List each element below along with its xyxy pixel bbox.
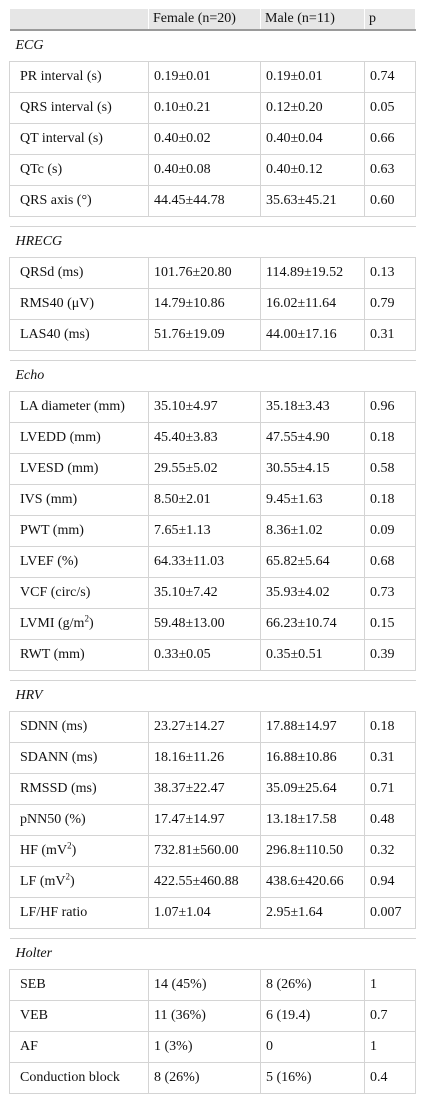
row-label: RMSSD (ms)	[10, 774, 149, 805]
p-value: 0.48	[365, 805, 416, 836]
female-value: 23.27±14.27	[149, 712, 261, 743]
female-value: 35.10±7.42	[149, 578, 261, 609]
table-row	[10, 743, 416, 774]
female-value: 11 (36%)	[149, 1001, 261, 1032]
female-value: 1 (3%)	[149, 1032, 261, 1063]
row-label: SDNN (ms)	[10, 712, 149, 743]
row-label: QRS axis (°)	[10, 186, 149, 217]
section-header-row	[10, 227, 416, 258]
male-value: 6 (19.4)	[261, 1001, 365, 1032]
male-value: 438.6±420.66	[261, 867, 365, 898]
male-value: 114.89±19.52	[261, 258, 365, 289]
row-label: LF $(mV^2)$	[10, 867, 149, 898]
row-label: RMS40 (μV)	[10, 289, 149, 320]
section-header-row	[10, 361, 416, 392]
female-value: 44.45±44.78	[149, 186, 261, 217]
table-row	[10, 124, 416, 155]
p-value: 0.66	[365, 124, 416, 155]
row-label: SDANN (ms)	[10, 743, 149, 774]
table-row	[10, 805, 416, 836]
p-value: 1	[365, 1032, 416, 1063]
header-row	[10, 9, 416, 30]
female-value: 14.79±10.86	[149, 289, 261, 320]
p-value: 0.94	[365, 867, 416, 898]
p-value: 0.73	[365, 578, 416, 609]
female-value: 7.65±1.13	[149, 516, 261, 547]
p-value: 0.007	[365, 898, 416, 929]
p-value: 0.18	[365, 712, 416, 743]
row-label: LVEF (%)	[10, 547, 149, 578]
p-value: 0.09	[365, 516, 416, 547]
female-value: 8 (26%)	[149, 1063, 261, 1094]
p-value: 0.60	[365, 186, 416, 217]
table-row	[10, 516, 416, 547]
row-label: LVMI $(g/m^2)$	[10, 609, 149, 640]
table-row	[10, 774, 416, 805]
male-value: 47.55±4.90	[261, 423, 365, 454]
female-value: 35.10±4.97	[149, 392, 261, 423]
male-value: 0.12±0.20	[261, 93, 365, 124]
table-row	[10, 640, 416, 671]
row-label: LVESD (mm)	[10, 454, 149, 485]
female-value: 101.76±20.80	[149, 258, 261, 289]
row-label: IVS (mm)	[10, 485, 149, 516]
female-value: 0.40±0.02	[149, 124, 261, 155]
table-row	[10, 1001, 416, 1032]
p-value: 0.68	[365, 547, 416, 578]
row-label: pNN50 (%)	[10, 805, 149, 836]
male-value: 0.40±0.04	[261, 124, 365, 155]
section-title: HRV	[10, 681, 416, 712]
row-label: QTc (s)	[10, 155, 149, 186]
data-table-container	[9, 9, 415, 1094]
male-value: 17.88±14.97	[261, 712, 365, 743]
spacer-cell	[10, 351, 416, 361]
male-value: 65.82±5.64	[261, 547, 365, 578]
section-header-row	[10, 681, 416, 712]
female-value: 38.37±22.47	[149, 774, 261, 805]
p-value: 1	[365, 970, 416, 1001]
table-row	[10, 320, 416, 351]
male-value: 0.35±0.51	[261, 640, 365, 671]
section-spacer	[10, 929, 416, 939]
table-row	[10, 609, 416, 640]
table-row	[10, 578, 416, 609]
table-row	[10, 392, 416, 423]
p-value: 0.96	[365, 392, 416, 423]
female-value: 51.76±19.09	[149, 320, 261, 351]
p-value: 0.74	[365, 62, 416, 93]
p-value: 0.31	[365, 320, 416, 351]
section-spacer	[10, 671, 416, 681]
row-label: QT interval (s)	[10, 124, 149, 155]
row-label: VCF (circ/s)	[10, 578, 149, 609]
row-label: Conduction block	[10, 1063, 149, 1094]
row-label: LF/HF ratio	[10, 898, 149, 929]
row-label: QRSd (ms)	[10, 258, 149, 289]
section-title: HRECG	[10, 227, 416, 258]
p-value: 0.15	[365, 609, 416, 640]
table-body	[10, 30, 416, 1094]
male-value: 66.23±10.74	[261, 609, 365, 640]
table-row	[10, 186, 416, 217]
female-value: 29.55±5.02	[149, 454, 261, 485]
section-title: ECG	[10, 30, 416, 62]
row-label: LAS40 (ms)	[10, 320, 149, 351]
male-value: 13.18±17.58	[261, 805, 365, 836]
table-row	[10, 93, 416, 124]
male-value: 35.63±45.21	[261, 186, 365, 217]
p-value: 0.05	[365, 93, 416, 124]
table-row	[10, 289, 416, 320]
table-row	[10, 258, 416, 289]
male-value: 16.02±11.64	[261, 289, 365, 320]
p-value: 0.71	[365, 774, 416, 805]
male-value: 0	[261, 1032, 365, 1063]
male-value: 9.45±1.63	[261, 485, 365, 516]
table-row	[10, 485, 416, 516]
row-label: RWT (mm)	[10, 640, 149, 671]
male-value: 296.8±110.50	[261, 836, 365, 867]
female-value: 14 (45%)	[149, 970, 261, 1001]
p-value: 0.13	[365, 258, 416, 289]
p-value: 0.31	[365, 743, 416, 774]
section-spacer	[10, 351, 416, 361]
p-value: 0.18	[365, 485, 416, 516]
p-value: 0.32	[365, 836, 416, 867]
p-value: 0.7	[365, 1001, 416, 1032]
table-row	[10, 454, 416, 485]
row-label: LA diameter (mm)	[10, 392, 149, 423]
male-value: 8.36±1.02	[261, 516, 365, 547]
row-label: VEB	[10, 1001, 149, 1032]
table-row	[10, 1063, 416, 1094]
female-value: 0.10±0.21	[149, 93, 261, 124]
male-value: 35.18±3.43	[261, 392, 365, 423]
male-value: 2.95±1.64	[261, 898, 365, 929]
section-spacer	[10, 217, 416, 227]
section-title: Holter	[10, 939, 416, 970]
row-label: SEB	[10, 970, 149, 1001]
female-value: 732.81±560.00	[149, 836, 261, 867]
female-value: 1.07±1.04	[149, 898, 261, 929]
female-value: 64.33±11.03	[149, 547, 261, 578]
header-cell-variable	[10, 9, 149, 30]
row-label: PR interval (s)	[10, 62, 149, 93]
table-row	[10, 970, 416, 1001]
female-value: 59.48±13.00	[149, 609, 261, 640]
comparison-table	[9, 9, 416, 1094]
row-label: AF	[10, 1032, 149, 1063]
male-value: 35.09±25.64	[261, 774, 365, 805]
section-title: Echo	[10, 361, 416, 392]
female-value: 18.16±11.26	[149, 743, 261, 774]
male-value: 5 (16%)	[261, 1063, 365, 1094]
spacer-cell	[10, 929, 416, 939]
p-value: 0.58	[365, 454, 416, 485]
male-value: 0.19±0.01	[261, 62, 365, 93]
female-value: 0.33±0.05	[149, 640, 261, 671]
row-label: PWT (mm)	[10, 516, 149, 547]
row-label: LVEDD (mm)	[10, 423, 149, 454]
table-row	[10, 155, 416, 186]
table-row	[10, 867, 416, 898]
spacer-cell	[10, 671, 416, 681]
table-row	[10, 836, 416, 867]
section-header-row	[10, 939, 416, 970]
male-value: 16.88±10.86	[261, 743, 365, 774]
table-row	[10, 1032, 416, 1063]
male-value: 30.55±4.15	[261, 454, 365, 485]
female-value: 0.19±0.01	[149, 62, 261, 93]
p-value: 0.4	[365, 1063, 416, 1094]
male-value: 8 (26%)	[261, 970, 365, 1001]
row-label: HF $(mV^2)$	[10, 836, 149, 867]
section-header-row	[10, 30, 416, 62]
female-value: 0.40±0.08	[149, 155, 261, 186]
female-value: 45.40±3.83	[149, 423, 261, 454]
table-row	[10, 712, 416, 743]
table-row	[10, 547, 416, 578]
table-row	[10, 898, 416, 929]
header-cell-male: Male (n=11)	[261, 9, 365, 30]
p-value: 0.39	[365, 640, 416, 671]
p-value: 0.79	[365, 289, 416, 320]
table-row	[10, 423, 416, 454]
spacer-cell	[10, 217, 416, 227]
female-value: 17.47±14.97	[149, 805, 261, 836]
male-value: 44.00±17.16	[261, 320, 365, 351]
row-label: QRS interval (s)	[10, 93, 149, 124]
table-row	[10, 62, 416, 93]
header-cell-p: p	[365, 9, 416, 30]
male-value: 0.40±0.12	[261, 155, 365, 186]
p-value: 0.18	[365, 423, 416, 454]
male-value: 35.93±4.02	[261, 578, 365, 609]
p-value: 0.63	[365, 155, 416, 186]
header-cell-female: Female (n=20)	[149, 9, 261, 30]
female-value: 422.55±460.88	[149, 867, 261, 898]
female-value: 8.50±2.01	[149, 485, 261, 516]
